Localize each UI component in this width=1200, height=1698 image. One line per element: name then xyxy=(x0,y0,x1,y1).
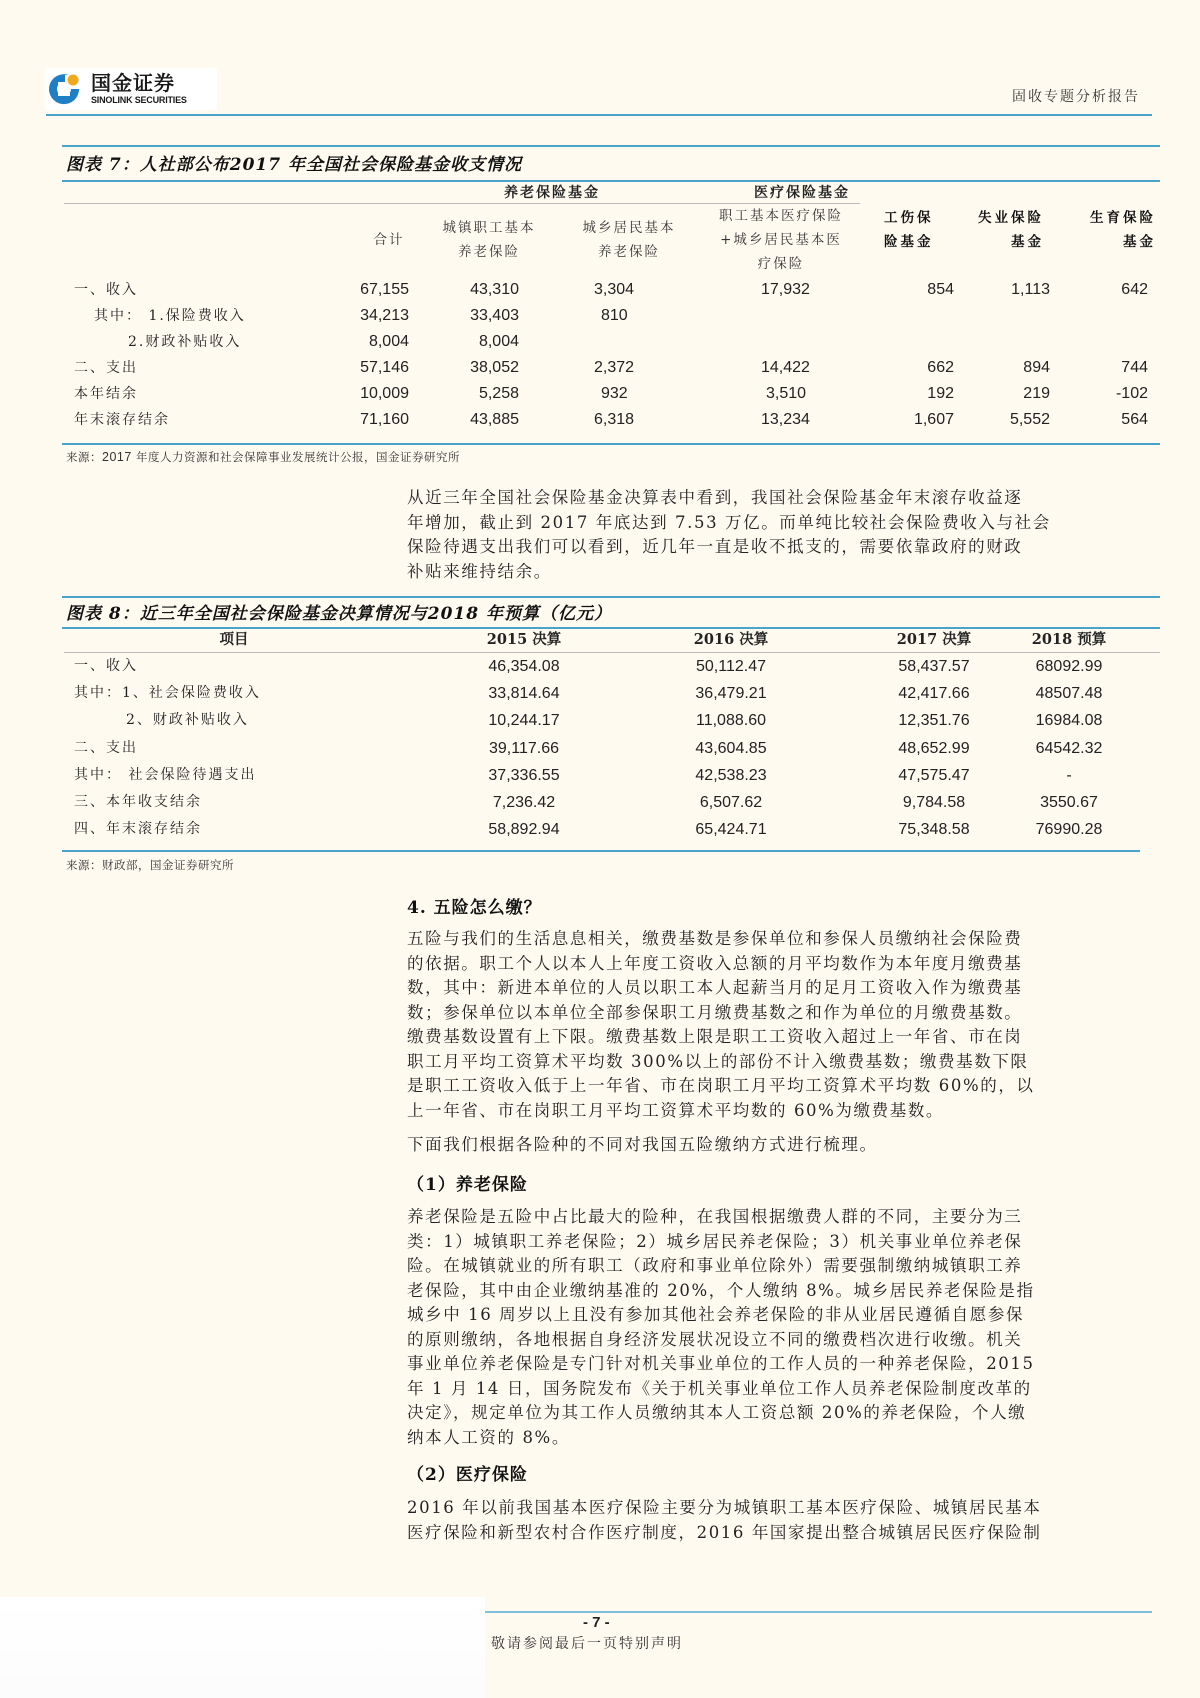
table-row: 其中： 社会保险待遇支出 37,336.55 42,538.23 47,575.47 - xyxy=(74,767,1072,784)
col-header-2017: 2017 决算 xyxy=(896,631,972,648)
table-row: 2.财政补贴收入 8,004 8,004 xyxy=(128,333,519,350)
figure7-source: 来源：2017 年度人力资源和社会保障事业发展统计公报，国金证券研究所 xyxy=(66,450,460,464)
col-header-resident-pension: 城乡居民基本 养老保险 xyxy=(582,220,676,260)
pension-paragraph: 养老保险是五险中占比最大的险种，在我国根据缴费人群的不同，主要分为三 类：1）城镇职工养老保险；2）城乡居民养老保险；3）机关事业单位养老保 险。在城镇就业的所有职工（政府和事业单位除外）需要强制缴纳城镇职工养 老保险，其中由企业缴纳基准的 20%，个人缴纳 8%。城乡居民养老保险是指 城乡中 16 周岁以上且没有参加其他社会养老保险的非从业居民遵循自愿参保 的原则缴纳，各地根据自身经济发展状况设立不同的缴费档次进行收缴。机关 事业单位养老保险是专门针对机关事业单位的工作人员的一种养老保险，2015 年 1 月 14 日，国务院发布《关于机关事业单位工作人员养老保险制度改革的 决定》，规定单位为其工作人员缴纳其本人工资总额 20%的养老保险，个人缴 纳本人工资的 8%。 xyxy=(407,1207,1035,1447)
section4-intro: 下面我们根据各险种的不同对我国五险缴纳方式进行梳理。 xyxy=(407,1135,878,1154)
table-row: 一、收入 46,354.08 50,112.47 58,437.57 68092.99 xyxy=(74,658,1103,675)
section-heading: 4. 五险怎么缴？ xyxy=(407,898,542,918)
table-row: 本年结余 10,009 5,258 932 3,510 192 219 -102 xyxy=(74,385,1148,402)
col-header-item: 项目 xyxy=(219,631,249,648)
medical-heading: （2）医疗保险 xyxy=(407,1465,528,1485)
figure7-table-bottom-rule xyxy=(62,443,1160,445)
col-header-unemployment: 失业保险 基金 xyxy=(978,210,1044,250)
group-header-pension: 养老保险基金 xyxy=(504,185,600,201)
pension-heading: （1）养老保险 xyxy=(407,1175,528,1195)
figure7-top-rule xyxy=(62,145,1160,147)
figure8-table-bottom-rule xyxy=(62,850,1140,852)
company-logo xyxy=(45,68,217,110)
col-header-2018: 2018 预算 xyxy=(1031,631,1107,648)
table-row: 一、收入 67,155 43,310 3,304 17,932 854 1,113 642 xyxy=(74,281,1148,298)
group-header-medical: 医疗保险基金 xyxy=(754,185,850,201)
figure8-source: 来源：财政部，国金证券研究所 xyxy=(66,858,234,872)
table-row: 其中： 1.保险费收入 34,213 33,403 810 xyxy=(94,307,628,324)
medical-paragraph: 2016 年以前我国基本医疗保险主要分为城镇职工基本医疗保险、城镇居民基本 医疗保险和新型农村合作医疗制度，2016 年国家提出整合城镇居民医疗保险制 xyxy=(407,1498,1042,1542)
figure7-table-top-rule xyxy=(62,180,1160,182)
table-row: 四、年末滚存结余 58,892.94 65,424.71 75,348.58 76990.28 xyxy=(74,821,1103,838)
col-header-urban-worker-pension: 城镇职工基本 养老保险 xyxy=(442,220,536,260)
bottom-margin xyxy=(0,1597,485,1698)
header-divider xyxy=(46,114,1152,116)
col-header-total: 合计 xyxy=(373,232,405,248)
figure8-top-rule xyxy=(62,596,1160,598)
table-row: 三、本年收支结余 7,236.42 6,507.62 9,784.58 3550.67 xyxy=(74,794,1098,811)
section4-paragraph: 五险与我们的生活息息相关，缴费基数是参保单位和参保人员缴纳社会保险费 的依据。职工个人以本人上年度工资收入总额的月平均数作为本年度月缴费基 数，其中：新进本单位的人员以职工本人起薪当月的足月工资收入作为缴费基 数；参保单位以本单位全部参保职工月缴费基数之和作为单位的月缴费基数。 缴费基数设置有上下限。缴费基数上限是职工工资收入超过上一年省、市在岗 职工月平均工资算术平均数 300%以上的部份不计入缴费基数；缴费基数下限 是职工工资收入低于上一年省、市在岗职工月平均工资算术平均数 60%的，以 上一年省、市在岗职工月平均工资算术平均数的 60%为缴费基数。 xyxy=(407,929,1035,1120)
table-row: 二、支出 39,117.66 43,604.85 48,652.99 64542.32 xyxy=(74,740,1103,757)
col-header-2015: 2015 决算 xyxy=(486,631,562,648)
figure8-title: 图表 8：近三年全国社会保险基金决算情况与2018 年预算（亿元） xyxy=(66,604,612,624)
table-row: 二、支出 57,146 38,052 2,372 14,422 662 894 744 xyxy=(74,359,1148,376)
page-number: - 7 - xyxy=(583,1614,610,1631)
table-row: 其中：1、社会保险费收入 33,814.64 36,479.21 42,417.66 48507.48 xyxy=(74,685,1103,702)
col-header-maternity: 生育保险 基金 xyxy=(1090,210,1156,250)
group-underline xyxy=(64,203,364,204)
logo-mark-icon xyxy=(47,71,83,107)
table-row: 年末滚存结余 71,160 43,885 6,318 13,234 1,607 5,552 564 xyxy=(74,411,1148,428)
disclaimer-note: 敬请参阅最后一页特别声明 xyxy=(491,1636,683,1652)
table-row: 2、财政补贴收入 10,244.17 11,088.60 12,351.76 16984.08 xyxy=(126,712,1103,729)
analysis-paragraph: 从近三年全国社会保险基金决算表中看到，我国社会保险基金年末滚存收益逐 年增加，截止到 2017 年底达到 7.53 万亿。而单纯比较社会保险费收入与社会 保险待遇支出我们可以看到，近几年一直是收不抵支的，需要依靠政府的财政 补贴来维持结余。 xyxy=(407,488,1051,581)
report-type-label: 固收专题分析报告 xyxy=(1012,89,1140,105)
col-header-2016: 2016 决算 xyxy=(693,631,769,648)
col-header-medical: 职工基本医疗保险 +城乡居民基本医 疗保险 xyxy=(719,208,843,272)
logo-chinese-name: 国金证券 xyxy=(91,71,175,95)
logo-english-name: SINOLINK SECURITIES xyxy=(91,95,187,105)
footer-divider xyxy=(485,1611,1152,1613)
figure7-title: 图表 7：人社部公布2017 年全国社会保险基金收支情况 xyxy=(66,155,522,175)
